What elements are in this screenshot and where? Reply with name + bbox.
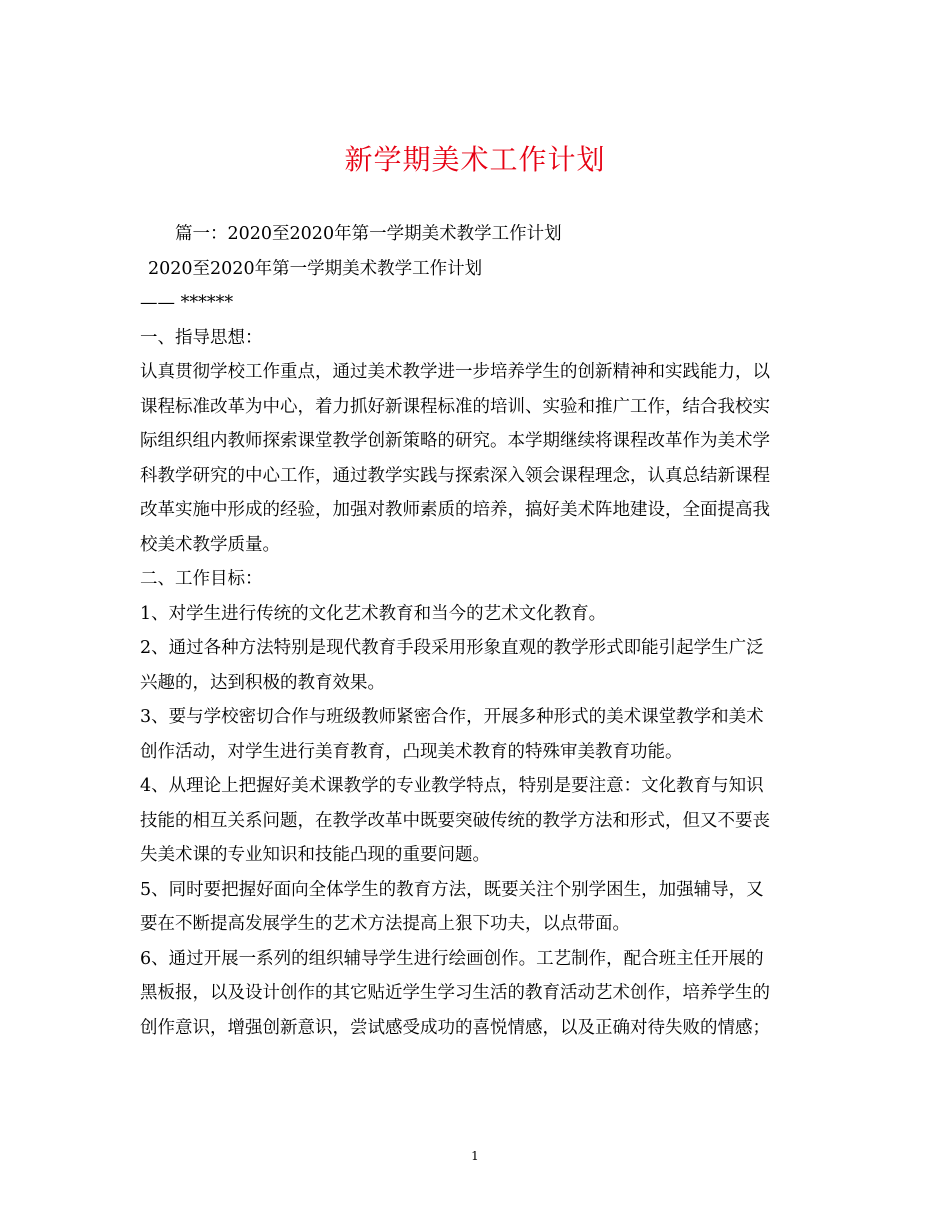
goal-line: 创作意识，增强创新意识，尝试感受成功的喜悦情感，以及正确对待失败的情感； (140, 1017, 770, 1038)
goal-item-3 (140, 700, 820, 769)
goal-line: 要在不断提高发展学生的艺术方法提高上狠下功夫，以点带面。 (140, 914, 630, 934)
goal-line: 3、要与学校密切合作与班级教师紧密合作，开展多种形式的美术课堂教学和美术 (140, 707, 764, 727)
paragraph-line: 科教学研究的中心工作，通过教学实践与探索深入领会课程理念，认真总结新课程 (140, 465, 770, 486)
goal-item-4 (140, 769, 820, 873)
page-title: 新学期美术工作计划 (344, 143, 606, 176)
goal-line: 创作活动，对学生进行美育教育，凸现美术教育的特殊审美教育功能。 (140, 741, 683, 762)
goal-line: 2、通过各种方法特别是现代教育手段采用形象直观的教学形式即能引起学生广泛 (140, 638, 764, 658)
page-number: 1 (471, 1149, 479, 1163)
document-body (140, 217, 820, 1045)
goal-line: 4、从理论上把握好美术课教学的专业教学特点，特别是要注意：文化教育与知识 (140, 776, 764, 796)
goal-item-6 (140, 942, 820, 1046)
paragraph-line: 校美术教学质量。 (140, 534, 280, 555)
paragraph-line: 改革实施中形成的经验，加强对教师素质的培养，搞好美术阵地建设，全面提高我 (140, 500, 770, 520)
goal-line: 失美术课的专业知识和技能凸现的重要问题。 (140, 845, 490, 865)
goal-line: 1、对学生进行传统的文化艺术教育和当今的艺术文化教育。 (140, 603, 607, 624)
paragraph-line: 认真贯彻学校工作重点，通过美术教学进一步培养学生的创新精神和实践能力，以 (140, 362, 770, 382)
section1-title: 一、指导思想： (140, 327, 263, 348)
goal-item-2 (140, 631, 820, 700)
section1-paragraph (140, 355, 820, 562)
goal-item-1 (140, 597, 820, 632)
goal-line: 6、通过开展一系列的组织辅导学生进行绘画创作。工艺制作，配合班主任开展的 (140, 948, 764, 969)
paragraph-line: 际组织组内教师探索课堂教学创新策略的研究。本学期继续将课程改革作为美术学 (140, 431, 770, 451)
heading-line: 篇一：2020至2020年第一学期美术教学工作计划 (175, 224, 562, 244)
paragraph-line: 课程标准改革为中心，着力抓好新课程标准的培训、实验和推广工作，结合我校实 (140, 396, 770, 417)
goal-line: 黑板报，以及设计创作的其它贴近学生学习生活的教育活动艺术创作，培养学生的 (140, 983, 770, 1003)
goal-line: 5、同时要把握好面向全体学生的教育方法，既要关注个别学困生，加强辅导，又 (140, 879, 764, 900)
goal-item-5 (140, 873, 820, 942)
goal-line: 技能的相互关系问题，在教学改革中既要突破传统的教学方法和形式，但又不要丧 (140, 810, 770, 831)
section2-title: 二、工作目标： (140, 569, 263, 589)
subheading-line: 2020至2020年第一学期美术教学工作计划 (148, 258, 483, 279)
goal-line: 兴趣的，达到积极的教育效果。 (140, 672, 385, 693)
author-line: —— ****** (140, 293, 234, 313)
